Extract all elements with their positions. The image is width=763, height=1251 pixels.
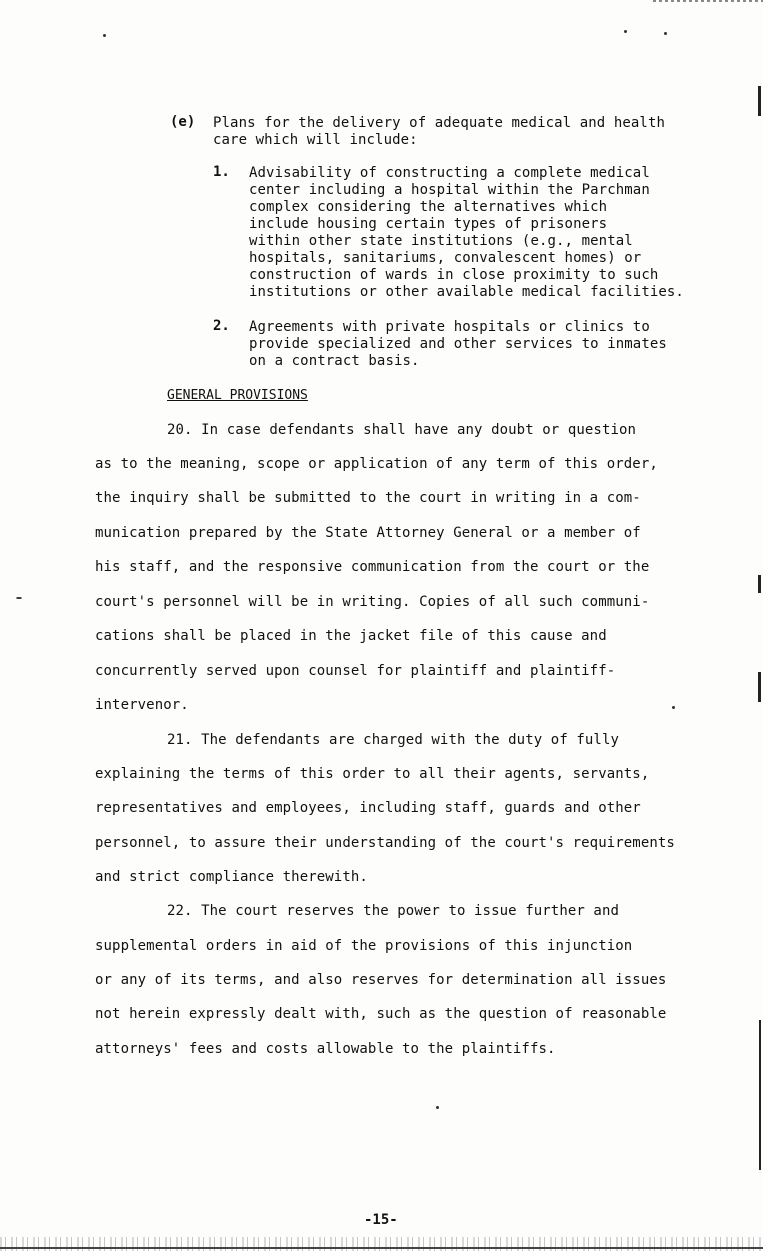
paragraph-20-line: the inquiry shall be submitted to the court in writing in a com- — [95, 490, 641, 506]
scan-artifact-edge — [758, 86, 761, 116]
item-1-line: Advisability of constructing a complete medical — [249, 165, 650, 181]
scan-artifact-edge — [759, 1020, 761, 1170]
general-provisions-heading: GENERAL PROVISIONS — [167, 388, 308, 403]
paragraph-20-first-line: 20. In case defendants shall have any doubt or question — [167, 422, 637, 438]
paragraph-e-line: care which will include: — [213, 132, 418, 148]
scan-artifact-edge — [758, 575, 761, 593]
paragraph-22-line: or any of its terms, and also reserves for determination all issues — [95, 972, 667, 988]
scan-artifact-speck — [436, 1106, 439, 1109]
paragraph-20-line: as to the meaning, scope or application of any term of this order, — [95, 456, 658, 472]
paragraph-21-line: explaining the terms of this order to all their agents, servants, — [95, 766, 650, 782]
paragraph-22-line: attorneys' fees and costs allowable to the plaintiffs. — [95, 1041, 556, 1057]
item-1-line: complex considering the alternatives which — [249, 199, 608, 215]
item-1-marker: 1. — [213, 164, 230, 180]
paragraph-20-line: his staff, and the responsive communication from the court or the — [95, 559, 650, 575]
paragraph-20-line: intervenor. — [95, 697, 189, 713]
item-1-line: construction of wards in close proximity to such — [249, 267, 659, 283]
item-2-line: Agreements with private hospitals or clinics to — [249, 319, 650, 335]
paragraph-21-first-line: 21. The defendants are charged with the duty of fully — [167, 732, 620, 748]
scan-artifact-speck — [664, 32, 667, 35]
paragraph-20-line: munication prepared by the State Attorney General or a member of — [95, 525, 641, 541]
scan-artifact-top — [653, 0, 763, 2]
paragraph-21-line: representatives and employees, including staff, guards and other — [95, 800, 641, 816]
item-2-line: on a contract basis. — [249, 353, 420, 369]
item-1-line: center including a hospital within the Parchman — [249, 182, 650, 198]
scan-artifact-bottom-rule — [0, 1247, 763, 1249]
item-2-line: provide specialized and other services to inmates — [249, 336, 667, 352]
item-1-line: include housing certain types of prisoners — [249, 216, 608, 232]
paragraph-22-line: not herein expressly dealt with, such as the question of reasonable — [95, 1006, 667, 1022]
paragraph-21-line: personnel, to assure their understanding of the court's requirements — [95, 835, 675, 851]
item-1-line: hospitals, sanitariums, convalescent homes) or — [249, 250, 642, 266]
paragraph-20-line: concurrently served upon counsel for plaintiff and plaintiff- — [95, 663, 616, 679]
paragraph-20-line: court's personnel will be in writing. Copies of all such communi- — [95, 594, 650, 610]
scan-artifact-speck — [672, 706, 675, 709]
paragraph-21-line: and strict compliance therewith. — [95, 869, 368, 885]
scan-artifact-speck — [103, 34, 106, 37]
scan-artifact-speck — [16, 597, 22, 599]
item-1-line: institutions or other available medical facilities. — [249, 284, 684, 300]
scan-artifact-edge — [758, 672, 761, 702]
item-2-marker: 2. — [213, 318, 230, 334]
paragraph-20-line: cations shall be placed in the jacket file of this cause and — [95, 628, 607, 644]
paragraph-e-line: Plans for the delivery of adequate medical and health — [213, 115, 666, 131]
paragraph-e-marker: (e) — [170, 114, 196, 130]
paragraph-22-first-line: 22. The court reserves the power to issue further and — [167, 903, 620, 919]
item-1-line: within other state institutions (e.g., mental — [249, 233, 633, 249]
paragraph-22-line: supplemental orders in aid of the provisions of this injunction — [95, 938, 633, 954]
page-number: -15- — [364, 1212, 398, 1228]
scan-artifact-speck — [624, 30, 627, 33]
